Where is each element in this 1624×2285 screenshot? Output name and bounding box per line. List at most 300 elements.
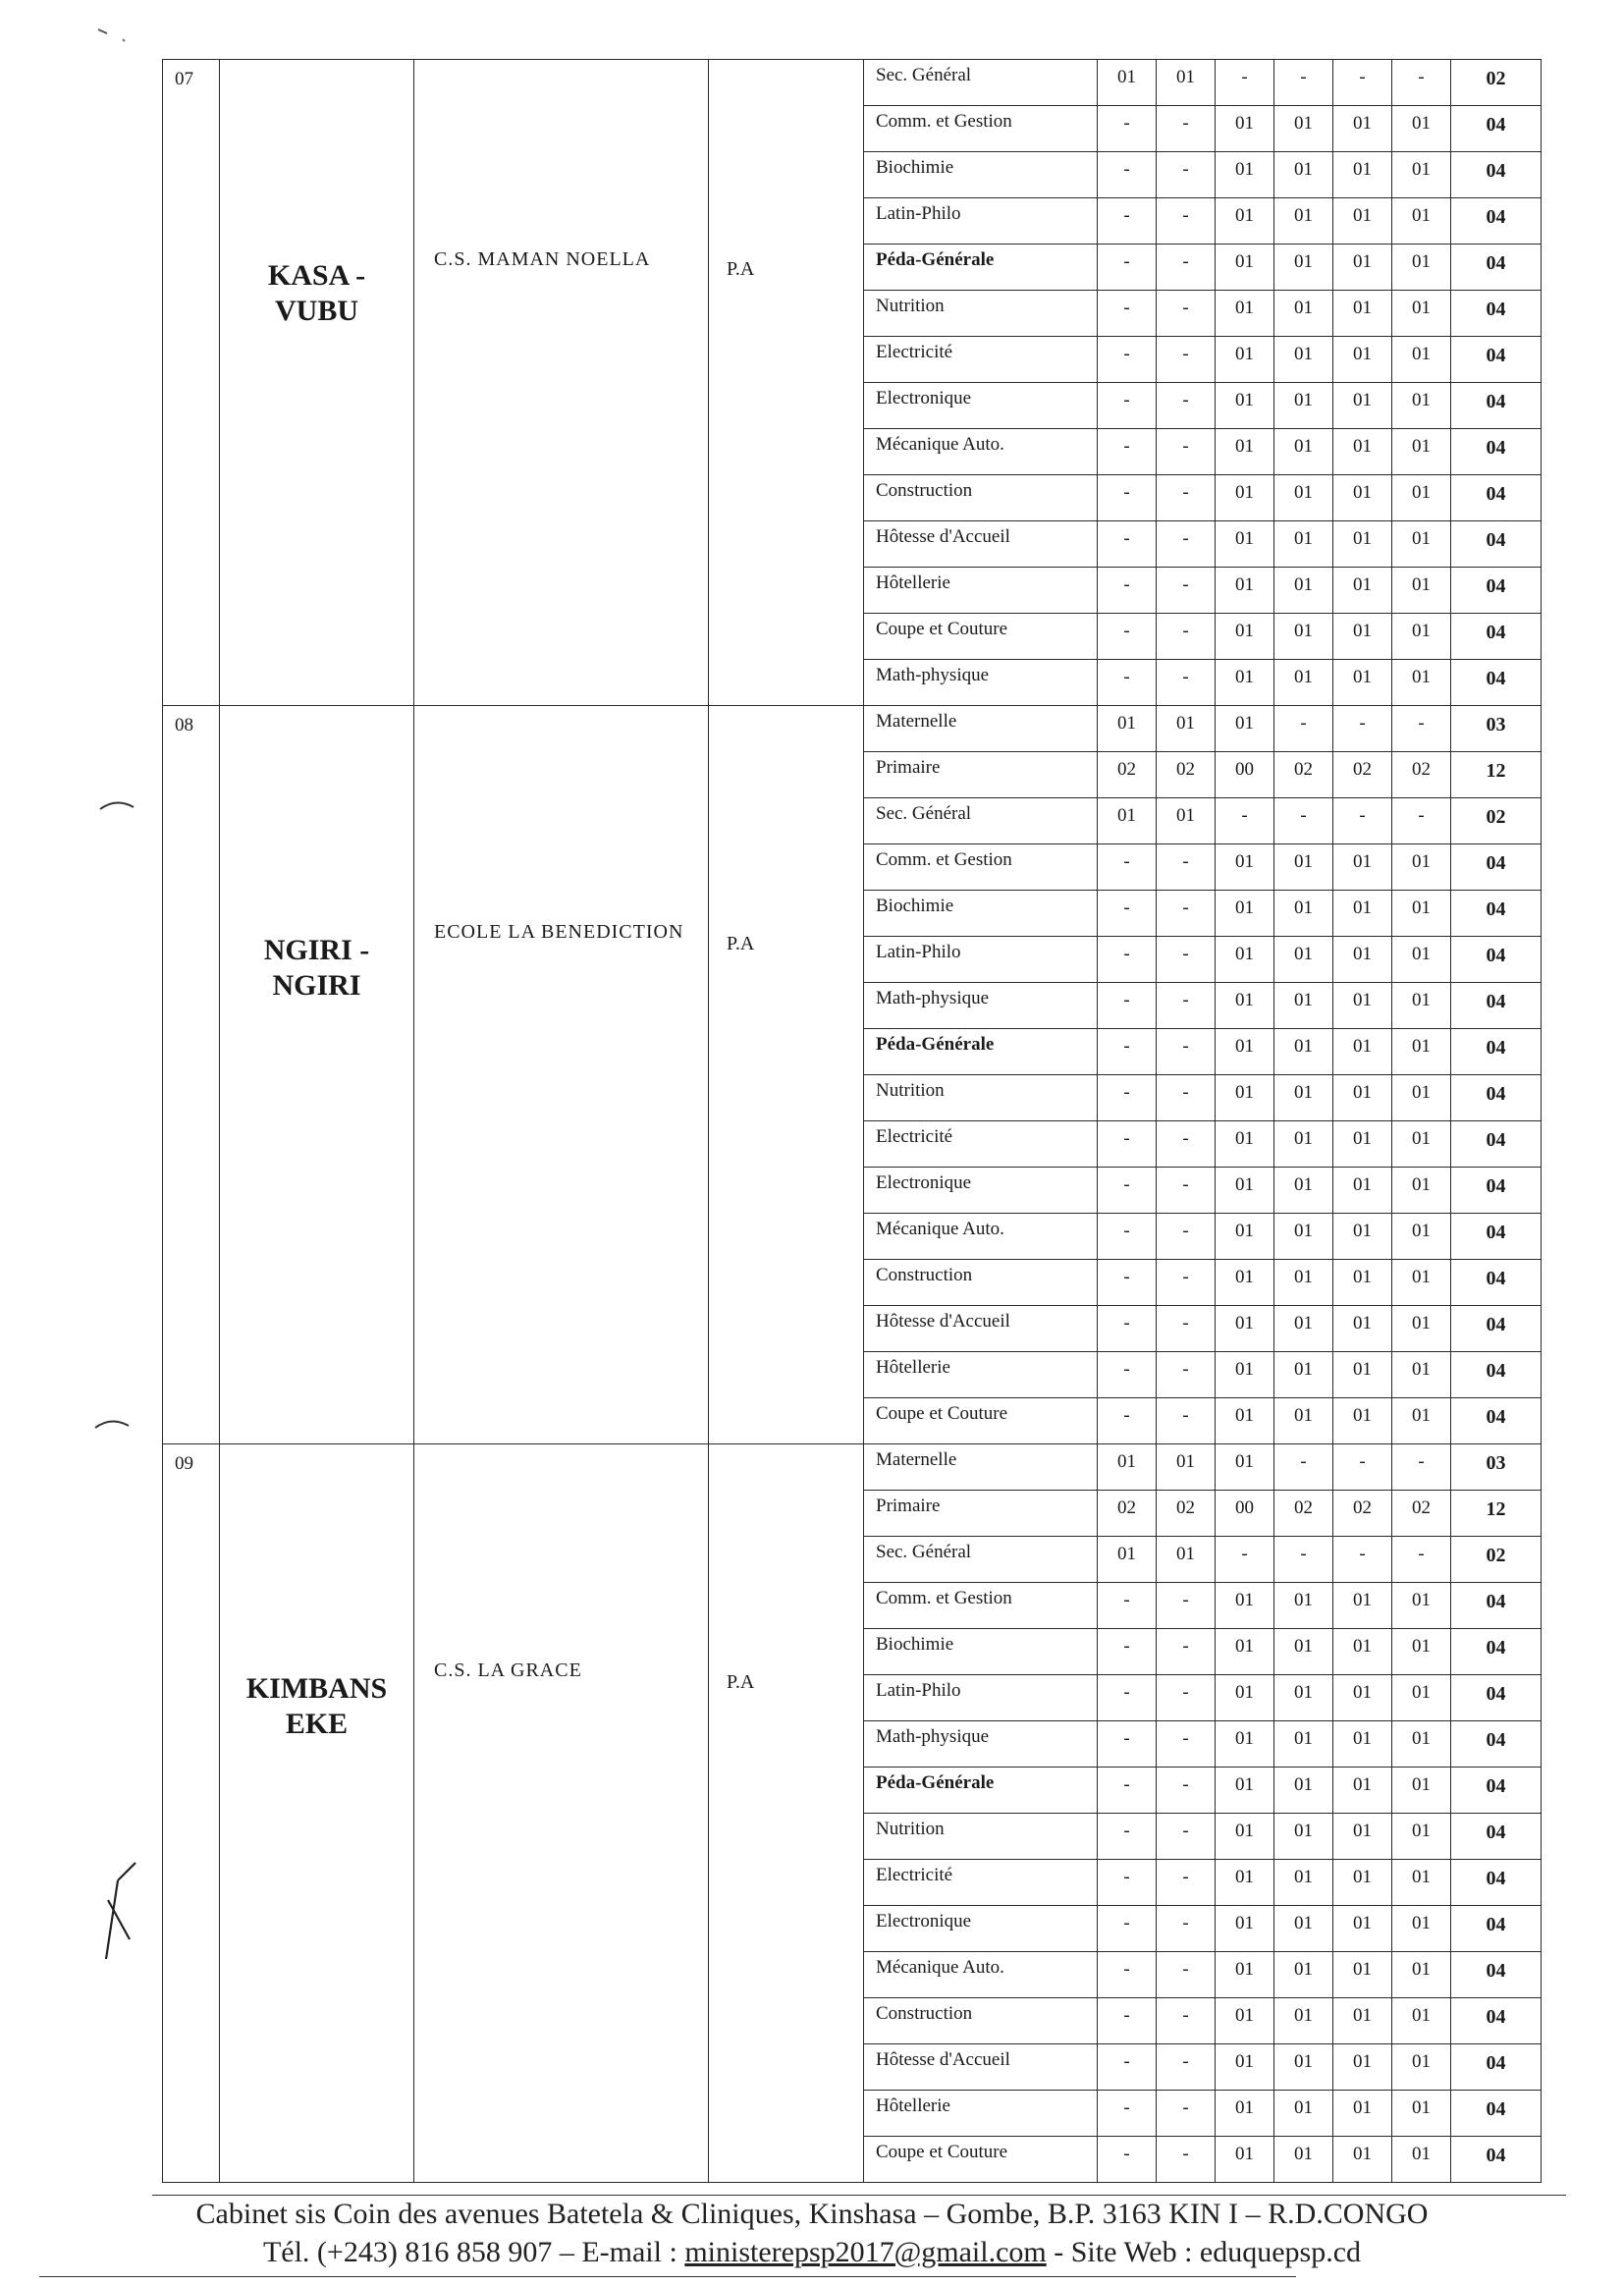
class-count-cell: - xyxy=(1157,1398,1216,1444)
class-count-cell: 01 xyxy=(1392,2044,1451,2091)
class-count-cell: - xyxy=(1098,1029,1157,1075)
total-cell: 04 xyxy=(1451,1306,1542,1352)
class-count-cell: - xyxy=(1098,1998,1157,2044)
class-count-cell: 01 xyxy=(1216,1029,1274,1075)
margin-mark-2 xyxy=(93,1414,133,1434)
row-number: 07 xyxy=(163,60,220,706)
class-count-cell: 01 xyxy=(1392,1768,1451,1814)
class-count-cell: 01 xyxy=(1216,198,1274,245)
class-count-cell: - xyxy=(1157,891,1216,937)
class-count-cell: - xyxy=(1098,660,1157,706)
total-cell: 04 xyxy=(1451,1998,1542,2044)
class-count-cell: 01 xyxy=(1274,983,1333,1029)
total-cell: 04 xyxy=(1451,568,1542,614)
class-count-cell: 01 xyxy=(1216,475,1274,521)
total-cell: 04 xyxy=(1451,844,1542,891)
class-count-cell: - xyxy=(1098,1583,1157,1629)
class-count-cell: 01 xyxy=(1274,1029,1333,1075)
class-count-cell: 01 xyxy=(1274,106,1333,152)
class-count-cell: 01 xyxy=(1216,1629,1274,1675)
option-name: Sec. Général xyxy=(864,1537,1098,1583)
class-count-cell: 01 xyxy=(1392,2137,1451,2183)
class-count-cell: 01 xyxy=(1216,152,1274,198)
total-cell: 04 xyxy=(1451,383,1542,429)
table-row xyxy=(163,60,1542,106)
total-cell: 04 xyxy=(1451,1029,1542,1075)
class-count-cell: 01 xyxy=(1274,2044,1333,2091)
class-count-cell: 01 xyxy=(1392,1029,1451,1075)
class-count-cell: 01 xyxy=(1392,383,1451,429)
class-count-cell: - xyxy=(1098,1629,1157,1675)
class-count-cell: 01 xyxy=(1216,1398,1274,1444)
total-cell: 04 xyxy=(1451,2137,1542,2183)
class-count-cell: 01 xyxy=(1274,1768,1333,1814)
class-count-cell: - xyxy=(1098,1306,1157,1352)
option-name: Construction xyxy=(864,1998,1098,2044)
option-name: Comm. et Gestion xyxy=(864,106,1098,152)
option-name: Biochimie xyxy=(864,152,1098,198)
class-count-cell: - xyxy=(1216,1537,1274,1583)
row-number: 09 xyxy=(163,1444,220,2183)
class-count-cell: - xyxy=(1392,1444,1451,1491)
option-name: Primaire xyxy=(864,752,1098,798)
option-name: Maternelle xyxy=(864,706,1098,752)
class-count-cell: - xyxy=(1098,1721,1157,1768)
class-count-cell: 01 xyxy=(1392,891,1451,937)
class-count-cell: 02 xyxy=(1098,752,1157,798)
option-name: Péda-Générale xyxy=(864,245,1098,291)
total-cell: 12 xyxy=(1451,752,1542,798)
class-count-cell: 01 xyxy=(1333,2044,1392,2091)
class-count-cell: - xyxy=(1157,521,1216,568)
class-count-cell: 01 xyxy=(1333,568,1392,614)
class-count-cell: - xyxy=(1098,2137,1157,2183)
total-cell: 04 xyxy=(1451,337,1542,383)
class-count-cell: 01 xyxy=(1333,1352,1392,1398)
class-count-cell: 01 xyxy=(1274,291,1333,337)
class-count-cell: 01 xyxy=(1216,1444,1274,1491)
total-cell: 04 xyxy=(1451,983,1542,1029)
class-count-cell: 01 xyxy=(1333,1260,1392,1306)
option-name: Sec. Général xyxy=(864,60,1098,106)
class-count-cell: - xyxy=(1098,521,1157,568)
class-count-cell: - xyxy=(1157,1675,1216,1721)
class-count-cell: 01 xyxy=(1274,1675,1333,1721)
total-cell: 04 xyxy=(1451,891,1542,937)
option-name: Construction xyxy=(864,1260,1098,1306)
total-cell: 03 xyxy=(1451,706,1542,752)
class-count-cell: 01 xyxy=(1216,1214,1274,1260)
class-count-cell: 01 xyxy=(1216,1306,1274,1352)
class-count-cell: - xyxy=(1098,1168,1157,1214)
class-count-cell: 01 xyxy=(1333,1952,1392,1998)
class-count-cell: 01 xyxy=(1392,2091,1451,2137)
class-count-cell: - xyxy=(1098,383,1157,429)
class-count-cell: 01 xyxy=(1274,2091,1333,2137)
class-count-cell: 01 xyxy=(1333,891,1392,937)
class-count-cell: - xyxy=(1098,245,1157,291)
class-count-cell: - xyxy=(1098,2091,1157,2137)
total-cell: 04 xyxy=(1451,1768,1542,1814)
total-cell: 04 xyxy=(1451,429,1542,475)
class-count-cell: - xyxy=(1157,844,1216,891)
class-count-cell: 00 xyxy=(1216,1491,1274,1537)
option-name: Biochimie xyxy=(864,891,1098,937)
class-count-cell: - xyxy=(1157,198,1216,245)
class-count-cell: - xyxy=(1157,2044,1216,2091)
option-name: Electricité xyxy=(864,337,1098,383)
total-cell: 02 xyxy=(1451,1537,1542,1583)
class-count-cell: 01 xyxy=(1216,614,1274,660)
class-count-cell: - xyxy=(1392,706,1451,752)
class-count-cell: 01 xyxy=(1333,521,1392,568)
class-count-cell: 01 xyxy=(1274,1906,1333,1952)
option-name: Hôtesse d'Accueil xyxy=(864,1306,1098,1352)
class-count-cell: - xyxy=(1098,1352,1157,1398)
class-count-cell: 01 xyxy=(1274,245,1333,291)
footer-top-rule xyxy=(152,2195,1566,2196)
class-count-cell: 01 xyxy=(1392,937,1451,983)
class-count-cell: - xyxy=(1333,1537,1392,1583)
footer-email-link[interactable]: ministerepsp2017@gmail.com xyxy=(684,2236,1047,2268)
margin-mark-1 xyxy=(98,795,137,815)
class-count-cell: - xyxy=(1098,106,1157,152)
class-count-cell: 01 xyxy=(1392,568,1451,614)
option-name: Coupe et Couture xyxy=(864,614,1098,660)
class-count-cell: - xyxy=(1157,2091,1216,2137)
class-count-cell: 01 xyxy=(1274,937,1333,983)
class-count-cell: 01 xyxy=(1216,337,1274,383)
class-count-cell: 01 xyxy=(1392,983,1451,1029)
commune-name-line: KIMBANS xyxy=(245,1672,388,1705)
class-count-cell: 01 xyxy=(1216,1075,1274,1121)
class-count-cell: 01 xyxy=(1392,198,1451,245)
class-count-cell: 01 xyxy=(1333,475,1392,521)
class-count-cell: 01 xyxy=(1274,1860,1333,1906)
option-name: Mécanique Auto. xyxy=(864,1214,1098,1260)
total-cell: 02 xyxy=(1451,60,1542,106)
class-count-cell: 01 xyxy=(1392,521,1451,568)
total-cell: 04 xyxy=(1451,1121,1542,1168)
class-count-cell: 01 xyxy=(1274,1306,1333,1352)
total-cell: 04 xyxy=(1451,1214,1542,1260)
class-count-cell: - xyxy=(1392,60,1451,106)
class-count-cell: 01 xyxy=(1216,521,1274,568)
class-count-cell: 01 xyxy=(1274,1952,1333,1998)
school-name: ECOLE LA BENEDICTION xyxy=(414,706,709,1444)
class-count-cell: - xyxy=(1098,937,1157,983)
table-row xyxy=(163,706,1542,752)
footer-bottom-rule xyxy=(39,2276,1296,2277)
option-name: Math-physique xyxy=(864,660,1098,706)
total-cell: 04 xyxy=(1451,198,1542,245)
class-count-cell: - xyxy=(1098,1768,1157,1814)
class-count-cell: - xyxy=(1157,1168,1216,1214)
class-count-cell: 01 xyxy=(1274,1075,1333,1121)
class-count-cell: 01 xyxy=(1333,337,1392,383)
class-count-cell: - xyxy=(1098,2044,1157,2091)
class-count-cell: 01 xyxy=(1216,1998,1274,2044)
total-cell: 04 xyxy=(1451,2091,1542,2137)
class-count-cell: 01 xyxy=(1333,1121,1392,1168)
class-count-cell: 02 xyxy=(1333,752,1392,798)
class-count-cell: - xyxy=(1274,60,1333,106)
class-count-cell: 01 xyxy=(1274,1583,1333,1629)
class-count-cell: - xyxy=(1157,337,1216,383)
class-count-cell: 01 xyxy=(1333,152,1392,198)
class-count-cell: 01 xyxy=(1333,1814,1392,1860)
class-count-cell: 01 xyxy=(1098,706,1157,752)
class-count-cell: 01 xyxy=(1216,706,1274,752)
class-count-cell: - xyxy=(1157,429,1216,475)
management-regime: P.A xyxy=(709,706,864,1444)
class-count-cell: 01 xyxy=(1157,798,1216,844)
class-count-cell: 01 xyxy=(1274,475,1333,521)
class-count-cell: 01 xyxy=(1098,1537,1157,1583)
total-cell: 04 xyxy=(1451,1860,1542,1906)
management-regime: P.A xyxy=(709,60,864,706)
class-count-cell: - xyxy=(1098,475,1157,521)
class-count-cell: 01 xyxy=(1333,614,1392,660)
class-count-cell: - xyxy=(1157,568,1216,614)
class-count-cell: - xyxy=(1157,383,1216,429)
class-count-cell: - xyxy=(1157,1952,1216,1998)
class-count-cell: - xyxy=(1333,1444,1392,1491)
class-count-cell: 02 xyxy=(1392,752,1451,798)
class-count-cell: - xyxy=(1098,1675,1157,1721)
class-count-cell: 01 xyxy=(1333,1998,1392,2044)
class-count-cell: 01 xyxy=(1392,1121,1451,1168)
class-count-cell: 01 xyxy=(1392,1398,1451,1444)
option-name: Latin-Philo xyxy=(864,937,1098,983)
schools-table xyxy=(162,59,1542,2183)
class-count-cell: 01 xyxy=(1216,983,1274,1029)
table-row xyxy=(163,1444,1542,1491)
class-count-cell: - xyxy=(1098,429,1157,475)
class-count-cell: - xyxy=(1216,60,1274,106)
class-count-cell: 01 xyxy=(1392,1583,1451,1629)
class-count-cell: 01 xyxy=(1274,521,1333,568)
class-count-cell: - xyxy=(1157,1306,1216,1352)
class-count-cell: 01 xyxy=(1392,1629,1451,1675)
class-count-cell: 01 xyxy=(1098,1444,1157,1491)
class-count-cell: 01 xyxy=(1392,475,1451,521)
option-name: Mécanique Auto. xyxy=(864,429,1098,475)
total-cell: 04 xyxy=(1451,2044,1542,2091)
class-count-cell: 01 xyxy=(1333,1029,1392,1075)
class-count-cell: 01 xyxy=(1392,1860,1451,1906)
total-cell: 04 xyxy=(1451,1075,1542,1121)
option-name: Construction xyxy=(864,475,1098,521)
option-name: Hôtesse d'Accueil xyxy=(864,2044,1098,2091)
option-name: Maternelle xyxy=(864,1444,1098,1491)
class-count-cell: - xyxy=(1333,60,1392,106)
class-count-cell: 01 xyxy=(1274,1398,1333,1444)
class-count-cell: 01 xyxy=(1216,383,1274,429)
class-count-cell: - xyxy=(1274,1537,1333,1583)
total-cell: 04 xyxy=(1451,937,1542,983)
class-count-cell: 01 xyxy=(1216,1860,1274,1906)
class-count-cell: - xyxy=(1157,475,1216,521)
class-count-cell: 01 xyxy=(1333,1306,1392,1352)
class-count-cell: - xyxy=(1157,1998,1216,2044)
total-cell: 04 xyxy=(1451,521,1542,568)
class-count-cell: 01 xyxy=(1333,983,1392,1029)
option-name: Péda-Générale xyxy=(864,1029,1098,1075)
commune-name-line: NGIRI xyxy=(272,969,361,1002)
total-cell: 04 xyxy=(1451,1583,1542,1629)
total-cell: 04 xyxy=(1451,1398,1542,1444)
class-count-cell: - xyxy=(1157,660,1216,706)
total-cell: 03 xyxy=(1451,1444,1542,1491)
class-count-cell: 01 xyxy=(1333,2137,1392,2183)
class-count-cell: - xyxy=(1098,337,1157,383)
class-count-cell: 02 xyxy=(1392,1491,1451,1537)
total-cell: 04 xyxy=(1451,1629,1542,1675)
class-count-cell: 01 xyxy=(1274,337,1333,383)
class-count-cell: - xyxy=(1157,1260,1216,1306)
class-count-cell: 01 xyxy=(1333,1075,1392,1121)
class-count-cell: - xyxy=(1157,983,1216,1029)
class-count-cell: - xyxy=(1098,1075,1157,1121)
class-count-cell: 01 xyxy=(1216,291,1274,337)
class-count-cell: 02 xyxy=(1274,752,1333,798)
commune-name-line: KASA - xyxy=(267,259,366,292)
option-name: Comm. et Gestion xyxy=(864,1583,1098,1629)
class-count-cell: 01 xyxy=(1333,1583,1392,1629)
commune-name-line: NGIRI - xyxy=(263,934,370,966)
class-count-cell: 01 xyxy=(1216,1721,1274,1768)
class-count-cell: 01 xyxy=(1274,1260,1333,1306)
class-count-cell: 02 xyxy=(1098,1491,1157,1537)
class-count-cell: 01 xyxy=(1216,2091,1274,2137)
class-count-cell: 01 xyxy=(1392,245,1451,291)
total-cell: 12 xyxy=(1451,1491,1542,1537)
class-count-cell: 01 xyxy=(1216,1168,1274,1214)
class-count-cell: 01 xyxy=(1333,660,1392,706)
commune-name xyxy=(220,706,414,1444)
class-count-cell: - xyxy=(1098,568,1157,614)
class-count-cell: 01 xyxy=(1392,1675,1451,1721)
option-name: Math-physique xyxy=(864,983,1098,1029)
class-count-cell: 01 xyxy=(1333,844,1392,891)
total-cell: 04 xyxy=(1451,152,1542,198)
option-name: Electricité xyxy=(864,1860,1098,1906)
total-cell: 02 xyxy=(1451,798,1542,844)
option-name: Latin-Philo xyxy=(864,198,1098,245)
class-count-cell: - xyxy=(1098,1121,1157,1168)
class-count-cell: 01 xyxy=(1157,1537,1216,1583)
class-count-cell: 01 xyxy=(1392,1814,1451,1860)
class-count-cell: 01 xyxy=(1216,1352,1274,1398)
class-count-cell: 01 xyxy=(1274,614,1333,660)
class-count-cell: - xyxy=(1098,152,1157,198)
class-count-cell: - xyxy=(1216,798,1274,844)
option-name: Latin-Philo xyxy=(864,1675,1098,1721)
option-name: Coupe et Couture xyxy=(864,2137,1098,2183)
class-count-cell: - xyxy=(1098,1814,1157,1860)
class-count-cell: 01 xyxy=(1333,429,1392,475)
class-count-cell: - xyxy=(1098,1398,1157,1444)
class-count-cell: 01 xyxy=(1216,1814,1274,1860)
class-count-cell: 01 xyxy=(1392,152,1451,198)
class-count-cell: 01 xyxy=(1392,844,1451,891)
class-count-cell: 01 xyxy=(1274,891,1333,937)
class-count-cell: 01 xyxy=(1392,614,1451,660)
option-name: Electronique xyxy=(864,1906,1098,1952)
option-name: Nutrition xyxy=(864,1814,1098,1860)
row-number: 08 xyxy=(163,706,220,1444)
initials-mark xyxy=(96,1861,145,1969)
class-count-cell: 01 xyxy=(1274,1214,1333,1260)
class-count-cell: - xyxy=(1098,291,1157,337)
class-count-cell: - xyxy=(1333,706,1392,752)
class-count-cell: - xyxy=(1098,891,1157,937)
commune-name-line: VUBU xyxy=(274,295,358,327)
class-count-cell: - xyxy=(1157,1029,1216,1075)
class-count-cell: 01 xyxy=(1392,429,1451,475)
total-cell: 04 xyxy=(1451,475,1542,521)
class-count-cell: 01 xyxy=(1392,1952,1451,1998)
option-name: Mécanique Auto. xyxy=(864,1952,1098,1998)
footer-contact xyxy=(0,2236,1624,2269)
class-count-cell: - xyxy=(1157,2137,1216,2183)
class-count-cell: 01 xyxy=(1216,1675,1274,1721)
total-cell: 04 xyxy=(1451,1352,1542,1398)
class-count-cell: 01 xyxy=(1274,1721,1333,1768)
class-count-cell: - xyxy=(1157,106,1216,152)
class-count-cell: 01 xyxy=(1216,568,1274,614)
class-count-cell: 01 xyxy=(1274,568,1333,614)
total-cell: 04 xyxy=(1451,291,1542,337)
class-count-cell: - xyxy=(1098,198,1157,245)
class-count-cell: 01 xyxy=(1274,198,1333,245)
class-count-cell: 01 xyxy=(1216,1952,1274,1998)
class-count-cell: 01 xyxy=(1216,891,1274,937)
class-count-cell: 01 xyxy=(1392,1352,1451,1398)
option-name: Hôtellerie xyxy=(864,1352,1098,1398)
class-count-cell: 01 xyxy=(1216,2137,1274,2183)
option-name: Biochimie xyxy=(864,1629,1098,1675)
class-count-cell: 01 xyxy=(1216,1768,1274,1814)
class-count-cell: 01 xyxy=(1392,1998,1451,2044)
class-count-cell: - xyxy=(1392,1537,1451,1583)
option-name: Comm. et Gestion xyxy=(864,844,1098,891)
class-count-cell: 01 xyxy=(1392,660,1451,706)
class-count-cell: 01 xyxy=(1392,1168,1451,1214)
class-count-cell: 01 xyxy=(1333,1860,1392,1906)
class-count-cell: - xyxy=(1157,614,1216,660)
class-count-cell: 01 xyxy=(1274,844,1333,891)
class-count-cell: 01 xyxy=(1392,291,1451,337)
class-count-cell: 01 xyxy=(1333,1906,1392,1952)
class-count-cell: 01 xyxy=(1333,2091,1392,2137)
class-count-cell: - xyxy=(1274,798,1333,844)
class-count-cell: 01 xyxy=(1333,1398,1392,1444)
class-count-cell: 01 xyxy=(1157,1444,1216,1491)
footer-website: - Site Web : eduquepsp.cd xyxy=(1046,2236,1362,2268)
class-count-cell: 01 xyxy=(1274,383,1333,429)
class-count-cell: - xyxy=(1333,798,1392,844)
class-count-cell: 01 xyxy=(1392,1075,1451,1121)
option-name: Péda-Générale xyxy=(864,1768,1098,1814)
class-count-cell: 02 xyxy=(1157,1491,1216,1537)
total-cell: 04 xyxy=(1451,1814,1542,1860)
school-name: C.S. LA GRACE xyxy=(414,1444,709,2183)
class-count-cell: 01 xyxy=(1274,152,1333,198)
class-count-cell: 01 xyxy=(1392,1214,1451,1260)
class-count-cell: - xyxy=(1157,1906,1216,1952)
